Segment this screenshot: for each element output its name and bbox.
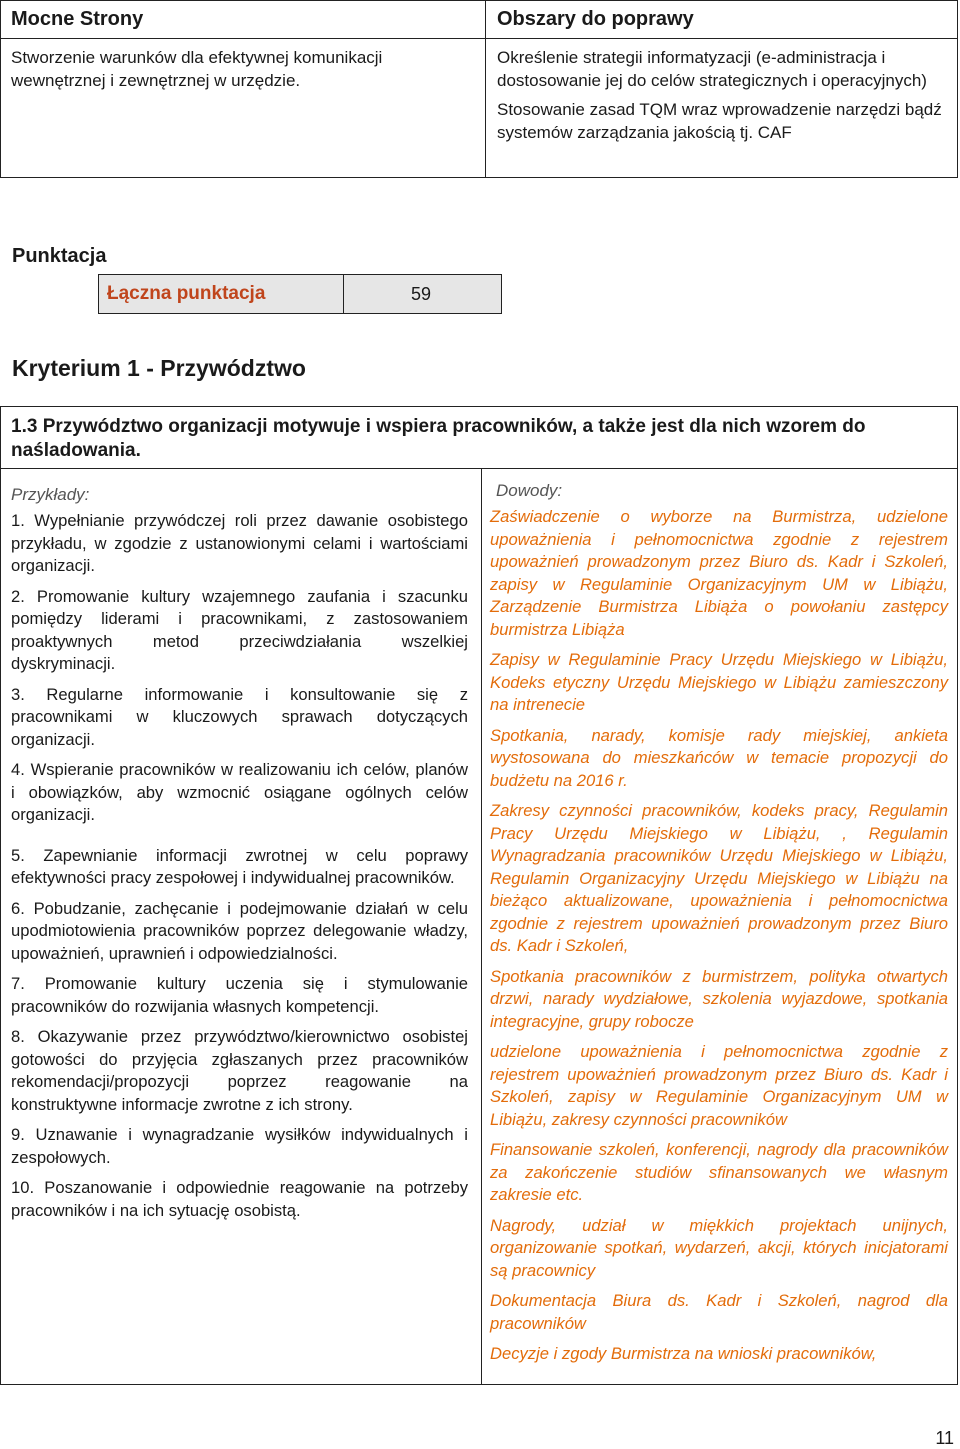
list-item: Zapisy w Regulaminie Pracy Urzędu Miejskiego w Libiążu, Kodeks etyczny Urzędu Miejskiego w Libiążu zamieszczony na intrenecie: [490, 650, 948, 714]
strength-item: Stworzenie warunków dla efektywnej komunikacji wewnętrznej i zewnętrznej w urzędzie.: [11, 48, 383, 90]
list-item: 4. Wspieranie pracowników w realizowaniu ich celów, planów i obowiązków, aby wzmocnić osiągane ogólnych celów organizacji.: [11, 760, 468, 824]
evidence-list: [490, 506, 948, 1374]
list-item: Spotkania, narady, komisje rady miejskiej, ankieta wystosowana do mieszkańców w temacie propozycji do budżetu na 2016 r.: [490, 725, 948, 790]
list-item: Nagrody, udział w miękkich projektach unijnych, organizowanie spotkań, wydarzeń, akcji, których inicjatorami są pracownicy: [490, 1215, 948, 1280]
list-item: 8. Okazywanie przez przywództwo/kierownictwo osobistej gotowości do przyjęcia zgłaszanych przez pracowników rekomendacji/propozycji poprzez reagowanie na konstruktywne informacje zwrotne z ich strony.: [11, 1027, 468, 1114]
list-item: Spotkania pracowników z burmistrzem, polityka otwartych drzwi, narady wydziałowe, szkolenia wyjazdowe, spotkania integracyjne, grupy robocze: [490, 966, 948, 1031]
list-item: 2. Promowanie kultury wzajemnego zaufania i szacunku pomiędzy liderami i pracownikami, z zastosowaniem proaktywnych metod przeciwdziałania wszelkiej dyskryminacji.: [11, 586, 468, 673]
list-item: 10. Poszanowanie i odpowiednie reagowanie na potrzeby pracowników i na ich sytuację osobistą.: [11, 1178, 468, 1220]
improvement-item: Określenie strategii informatyzacji (e-administracja i dostosowanie jej do celów strategicznych i operacyjnych): [497, 48, 927, 90]
total-score-value: 59: [411, 284, 432, 304]
evidence-label: Dowody:: [496, 481, 563, 500]
table-header-divider: [1, 38, 957, 39]
examples-label: Przykłady:: [11, 485, 90, 504]
list-item: udzielone upoważnienia i pełnomocnictwa zgodnie z rejestrem upoważnień prowadzonym przez Biuro ds. Kadr i Szkoleń, zapisy w Regulaminie Organizacyjnym UM w Libiążu, zakresy czynności pracowników: [490, 1042, 948, 1129]
list-item: 9. Uznawanie i wynagradzanie wysiłków indywidualnych i zespołowych.: [11, 1125, 468, 1167]
strengths-improvements-table: [0, 0, 958, 178]
list-item: 1. Wypełnianie przywódczej roli przez dawanie osobistego przykładu, w zgodzie z ustanowionymi celami i wartościami organizacji.: [11, 511, 468, 575]
improvements-header: Obszary do poprawy: [497, 8, 694, 30]
list-item: 6. Pobudzanie, zachęcanie i podejmowanie działań w celu upodmiotowienia pracowników poprzez delegowanie władzy, upoważnień, uprawnień i odpowiedzialności.: [11, 898, 468, 963]
list-item: Zakresy czynności pracowników, kodeks pracy, Regulamin Pracy Urzędu Miejskiego w Libiążu, , Regulamin Wynagradzania pracowników Urzędu Miejskiego w Libiążu, Regulamin Organizacyjny Urzędu Miejskiego w Libiążu na bieżąco aktualizowane, upoważnienia i pełnomocnictwa zgodnie z rejestrem upoważnień prowadzonym przez Biuro ds. Kadr i Szkoleń,: [490, 801, 948, 955]
list-item: Zaświadczenie o wyborze na Burmistrza, udzielone upoważnienia i pełnomocnictwa zgodnie z rejestrem upoważnień prowadzonym przez Biuro ds. Kadr i Szkoleń, zapisy w Regulaminie Organizacyjnym UM w Libiążu, Zarządzenie Burmistrza Libiąża o powołaniu zastępcy burmistrza Libiąża: [490, 507, 948, 639]
criterion-header-divider: [1, 468, 957, 469]
criterion-table: [0, 406, 958, 1385]
subcriterion-description: 1.3 Przywództwo organizacji motywuje i wspiera pracowników, a także jest dla nich wzorem do naśladowania.: [11, 416, 866, 461]
list-item: Decyzje i zgody Burmistrza na wnioski pracowników,: [490, 1344, 877, 1363]
scoring-title: Punktacja: [12, 245, 107, 267]
page-number: 11: [935, 1428, 954, 1448]
total-score-box: [98, 274, 502, 314]
list-item: 5. Zapewnianie informacji zwrotnej w celu poprawy efektywności pracy zespołowej i indywidualnej pracowników.: [11, 845, 468, 887]
total-score-label: Łączna punktacja: [107, 283, 266, 304]
list-item: Dokumentacja Biura ds. Kadr i Szkoleń, nagrod dla pracowników: [490, 1291, 948, 1333]
examples-list: [11, 510, 468, 1230]
strengths-header: Mocne Strony: [11, 8, 144, 30]
list-item: 3. Regularne informowanie i konsultowanie się z pracownikami w kluczowych sprawach dotyczących organizacji.: [11, 684, 468, 749]
improvement-item: Stosowanie zasad TQM wraz wprowadzenie narzędzi bądź systemów zarządzania jakością tj. CAF: [497, 100, 942, 142]
criterion-title: Kryterium 1 - Przywództwo: [12, 355, 306, 381]
table-column-divider: [485, 1, 486, 177]
score-separator: [343, 275, 344, 313]
improvements-cell: [497, 47, 949, 151]
list-item: Finansowanie szkoleń, konferencji, nagrody dla pracowników za zakończenie studiów sfinansowanych we własnym zakresie etc.: [490, 1140, 948, 1204]
criterion-column-divider: [481, 468, 482, 1384]
list-item: 7. Promowanie kultury uczenia się i stymulowanie pracowników do rozwijania własnych kompetencji.: [11, 974, 468, 1016]
